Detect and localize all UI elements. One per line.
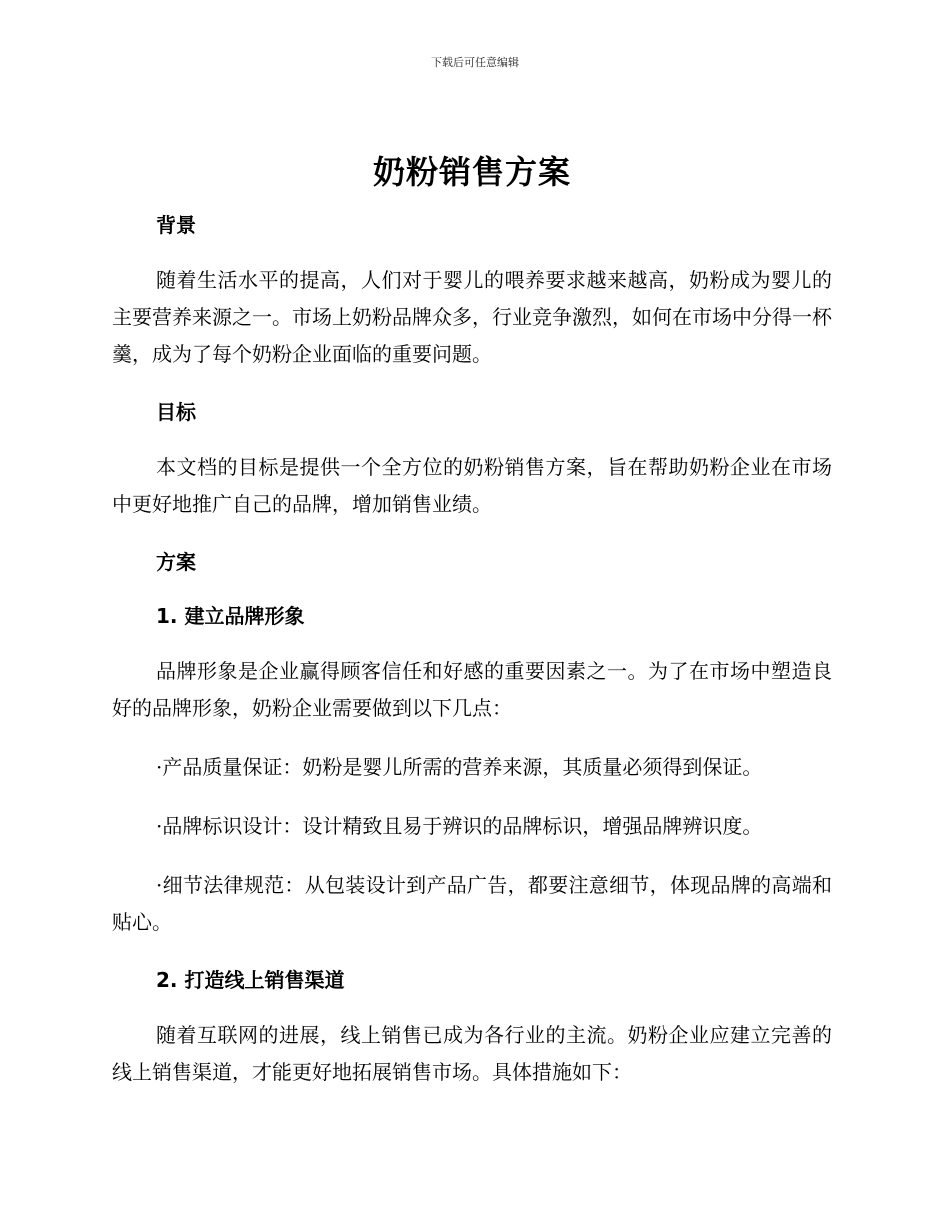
bullet-text: 细节法律规范：从包装设计到产品广告，都要注意细节，体现品牌的高端和贴心。 bbox=[112, 873, 832, 934]
section-heading-plan: 方案 bbox=[156, 550, 196, 574]
paragraph-brand-image: 品牌形象是企业赢得顾客信任和好感的重要因素之一。为了在市场中塑造良好的品牌形象，奶粉企业需要做到以下几点： bbox=[112, 659, 832, 720]
bullet-text: 品牌标识设计：设计精致且易于辨识的品牌标识，增强品牌辨识度。 bbox=[162, 814, 763, 838]
bullet-marker: · bbox=[156, 755, 163, 779]
section-heading-background: 背景 bbox=[156, 213, 196, 237]
bullet-text: 产品质量保证：奶粉是婴儿所需的营养来源，其质量必须得到保证。 bbox=[162, 755, 763, 779]
paragraph-online-channel: 随着互联网的进展，线上销售已成为各行业的主流。奶粉企业应建立完善的线上销售渠道，才能更好地拓展销售市场。具体措施如下： bbox=[112, 1023, 832, 1084]
bullet-item bbox=[112, 867, 832, 941]
document-body bbox=[112, 148, 832, 1113]
paragraph-goal: 本文档的目标是提供一个全方位的奶粉销售方案，旨在帮助奶粉企业在市场中更好地推广自己的品牌，增加销售业绩。 bbox=[112, 455, 832, 516]
document-title: 奶粉销售方案 bbox=[372, 153, 571, 191]
subsection-heading-brand-image: 1. 建立品牌形象 bbox=[156, 604, 305, 628]
header-note: 下载后可任意编辑 bbox=[431, 56, 519, 69]
paragraph-background: 随着生活水平的提高，人们对于婴儿的喂养要求越来越高，奶粉成为婴儿的主要营养来源之一。市场上奶粉品牌众多，行业竞争激烈，如何在市场中分得一杯羹，成为了每个奶粉企业面临的重要问题。 bbox=[112, 268, 832, 366]
bullet-marker: · bbox=[156, 814, 163, 838]
section-heading-goal: 目标 bbox=[156, 400, 196, 424]
subsection-heading-online-channel: 2. 打造线上销售渠道 bbox=[156, 968, 345, 992]
bullet-item bbox=[112, 808, 832, 845]
bullet-item bbox=[112, 749, 832, 786]
bullet-marker: · bbox=[156, 873, 163, 897]
